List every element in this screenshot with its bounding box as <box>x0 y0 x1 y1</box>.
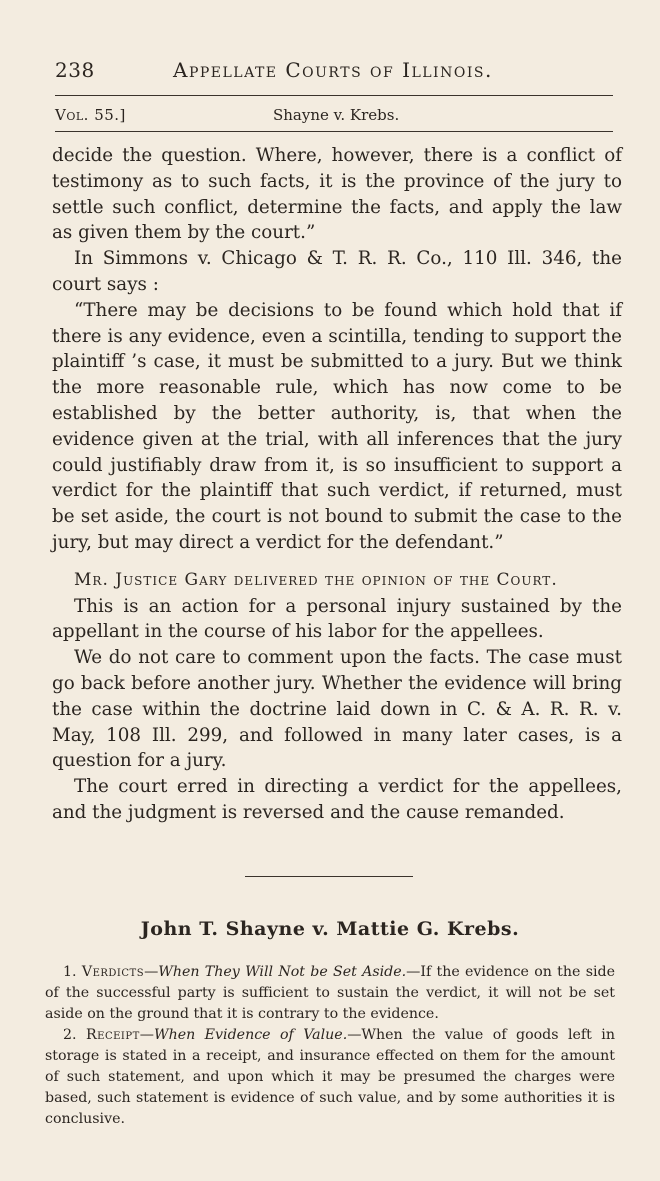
headnote: 2. Receipt—When Evidence of Value.—When the value of goods left in storage is stated in a receipt, and insurance effected on them for the amount of such statement, and upon which it may be presumed the charges were based, such statement is evidence of such value, and by some authorities it is conclusive. <box>45 1027 615 1127</box>
paragraph: We do not care to comment upon the facts. The case must go back before another jury. Whether the evidence will bring the case within the doctrine laid down in C. & A. R. R. v. May, 108 Ill. 299, and followed in many later cases, is a question for a jury. <box>52 647 622 772</box>
page-header <box>55 58 615 88</box>
headnote-subtopic: When Evidence of Value. <box>153 1027 348 1043</box>
opinion-body <box>52 143 622 826</box>
volume-label: Vol. 55.] <box>55 106 126 124</box>
headnote: 1. Verdicts—When They Will Not be Set Aside.—If the evidence on the side of the successful party is sufficient to sustain the verdict, it will not be set aside on the ground that it is contrary to the evidence. <box>45 964 615 1022</box>
case-reference: Shayne v. Krebs. <box>273 106 400 124</box>
headnote-subtopic: When They Will Not be Set Aside. <box>158 964 407 980</box>
running-title: Appellate Courts of Illinois. <box>173 58 493 82</box>
header-rule-bottom <box>55 131 613 132</box>
paragraph: The court erred in directing a verdict for the appellees, and the judgment is reversed and the cause remanded. <box>52 776 622 823</box>
headnote-number: 1. <box>63 964 77 980</box>
case-title: John T. Shayne v. Mattie G. Krebs. <box>140 918 520 940</box>
headnote-text: When the value of goods left in storage is stated in a receipt, and insurance effected on them for the amount of such statement, and upon which it may be presumed the charges were based, such statement is evidence of such value, and by some authorities it is conclusive. <box>45 1027 615 1127</box>
opinion-heading: Mr. Justice Gary delivered the opinion of the Court. <box>74 569 558 590</box>
paragraph: This is an action for a personal injury sustained by the appellant in the course of his labor for the appellees. <box>52 595 622 643</box>
headnote-topic: Verdicts <box>81 964 145 980</box>
section-divider <box>245 876 413 877</box>
headnote-text: If the evidence on the side of the successful party is sufficient to sustain the verdict, it will not be set aside on the ground that it is contrary to the evidence. <box>45 964 615 1022</box>
quoted-paragraph: “There may be decisions to be found which hold that if there is any evidence, even a scintilla, tending to support the plaintiff ’s case, it must be submitted to a jury. But we think the more reasonable rule, which has now come to be established by the better authority, is, that when the evidence given at the trial, with all inferences that the jury could justifiably draw from it, is so insufficient to support a verdict for the plaintiff that such verdict, if returned, must be set aside, the court is not bound to submit the case to the jury, but may direct a verdict for the defendant.” <box>52 299 622 553</box>
page-number: 238 <box>55 58 95 82</box>
header-rule-top <box>55 95 613 96</box>
headnotes <box>45 962 615 1130</box>
paragraph: In Simmons v. Chicago & T. R. R. Co., 110 Ill. 346, the court says : <box>52 248 622 295</box>
paragraph: decide the question. Where, however, there is a conflict of testimony as to such facts, it is the province of the jury to settle such conflict, determine the facts, and apply the law as given them by the court.” <box>52 145 622 244</box>
headnote-topic: Receipt <box>86 1027 140 1043</box>
headnote-number: 2. <box>63 1027 77 1043</box>
